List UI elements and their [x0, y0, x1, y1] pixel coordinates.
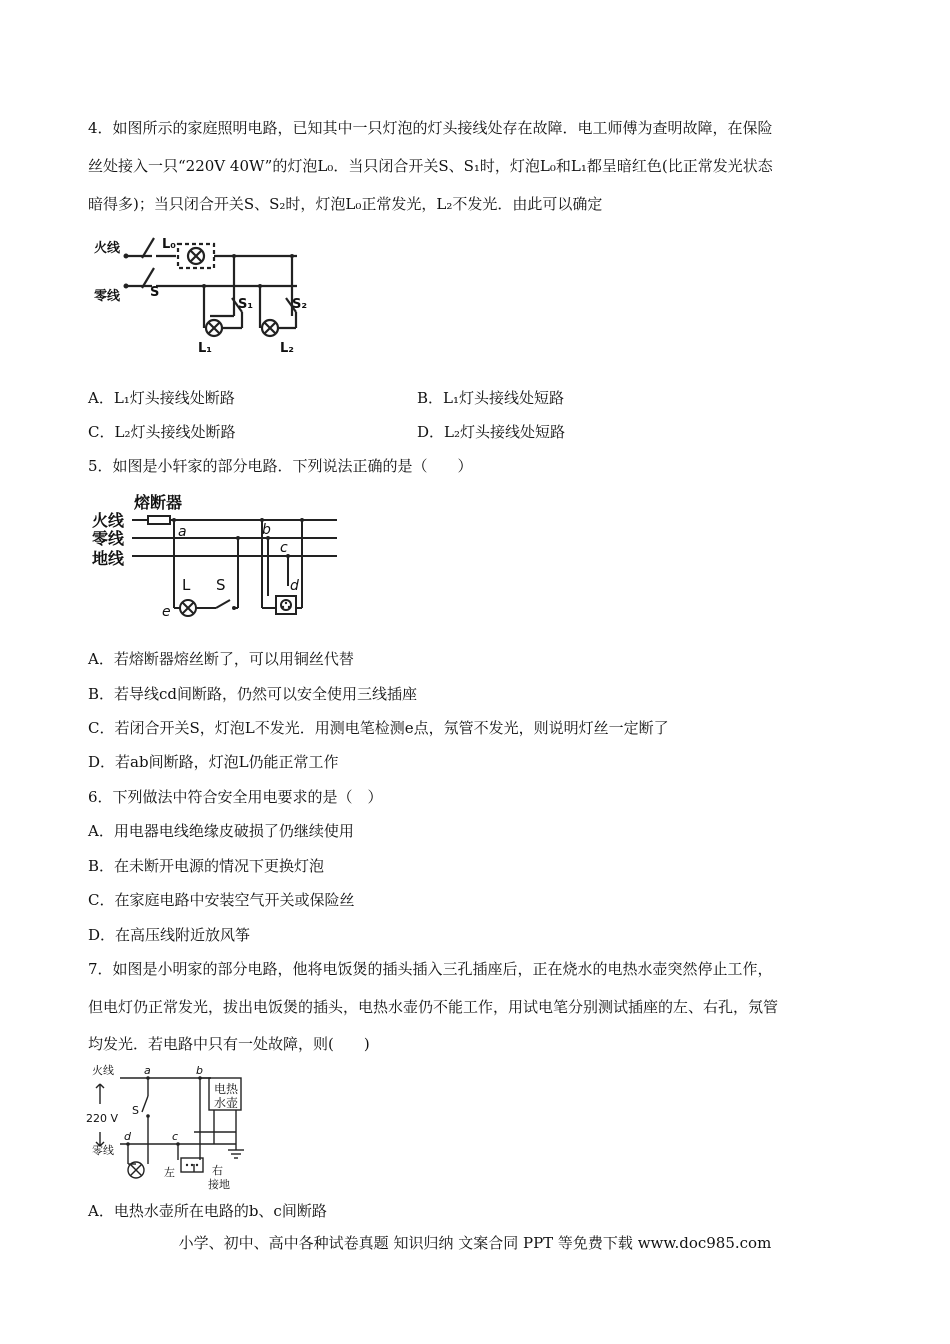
- q6-option-a: A．用电器电线绝缘皮破损了仍继续使用: [88, 822, 354, 840]
- q5-fig-lamp-l: L: [182, 576, 191, 594]
- q4-fig-s2-label: S₂: [292, 297, 308, 312]
- q5-option-b: B．若导线cd间断路，仍然可以安全使用三线插座: [88, 685, 418, 703]
- q4-fig-s1-label: S₁: [238, 297, 254, 312]
- q4-fig-l2-label: L₂: [280, 341, 294, 354]
- q7-fig-left-label: 左: [164, 1166, 175, 1179]
- q5-fig-ground-label: 地线: [92, 549, 125, 568]
- q5-fig-live-label: 火线: [92, 511, 125, 530]
- q4-option-c: C．L₂灯头接线处断路: [88, 423, 236, 441]
- q7-circuit-diagram: [86, 1064, 276, 1190]
- q4-stem-line-2: 丝处接入一只“220V 40W”的灯泡L₀．当只闭合开关S、S₁时，灯泡L₀和L₁都呈暗红色(比正常发光状态: [88, 157, 773, 175]
- q4-fig-l0-label: L₀: [162, 237, 176, 252]
- q7-stem-line-1: 7．如图是小明家的部分电路，他将电饭煲的插头插入三孔插座后，正在烧水的电热水壶突然停止工作，: [88, 960, 773, 978]
- q5-stem: 5．如图是小轩家的部分电路．下列说法正确的是（ ）: [88, 457, 473, 475]
- q7-fig-point-a: a: [144, 1064, 151, 1077]
- q7-fig-live-label: 火线: [92, 1064, 114, 1077]
- q5-fig-switch-s: S: [216, 576, 226, 594]
- q7-stem-line-2: 但电灯仍正常发光，拔出电饭煲的插头，电热水壶仍不能工作，用试电笔分别测试插座的左、右孔，氖管: [88, 998, 779, 1016]
- q7-fig-kettle-line1: 电热: [214, 1082, 239, 1096]
- q5-option-c: C．若闭合开关S，灯泡L不发光．用测电笔检测e点，氖管不发光，则说明灯丝一定断了: [88, 719, 669, 737]
- q5-fig-point-c: c: [280, 540, 288, 556]
- q4-fig-switch-s: S: [150, 285, 160, 300]
- q5-fig-point-a: a: [178, 524, 187, 540]
- q4-option-a: A．L₁灯头接线处断路: [88, 389, 235, 407]
- q6-option-d: D．在高压线附近放风筝: [88, 926, 251, 944]
- q7-stem-line-3: 均发光．若电路中只有一处故障，则( ): [88, 1035, 370, 1053]
- q4-fig-live-label: 火线: [94, 241, 121, 256]
- q7-option-a: A．电热水壶所在电路的b、c间断路: [88, 1202, 327, 1220]
- q5-fig-neutral-label: 零线: [92, 529, 125, 548]
- q5-fig-point-b: b: [262, 522, 271, 538]
- q7-fig-voltage-label: 220 V: [86, 1112, 119, 1125]
- q4-option-b: B．L₁灯头接线处短路: [417, 389, 564, 407]
- q7-fig-point-c: c: [172, 1130, 179, 1143]
- q4-fig-l1-label: L₁: [198, 341, 212, 354]
- q5-fig-point-e: e: [162, 604, 171, 618]
- q7-fig-kettle-line2: 水壶: [214, 1096, 239, 1110]
- q5-circuit-diagram: [92, 490, 342, 618]
- q5-fig-point-d: d: [290, 578, 299, 594]
- page-footer: 小学、初中、高中各种试卷真题 知识归纳 文案合同 PPT 等免费下载 www.doc985.com: [178, 1234, 772, 1252]
- q4-fig-neutral-label: 零线: [94, 289, 121, 304]
- q6-option-b: B．在未断开电源的情况下更换灯泡: [88, 857, 325, 875]
- q7-fig-point-d: d: [124, 1130, 131, 1143]
- q5-option-d: D．若ab间断路，灯泡L仍能正常工作: [88, 753, 339, 771]
- q6-stem: 6．下列做法中符合安全用电要求的是（ ）: [88, 788, 383, 806]
- q6-option-c: C．在家庭电路中安装空气开关或保险丝: [88, 891, 355, 909]
- q4-stem-line-1: 4．如图所示的家庭照明电路，已知其中一只灯泡的灯头接线处存在故障．电工师傅为查明故障，在保险: [88, 119, 773, 137]
- q7-fig-switch-s: S: [132, 1104, 139, 1117]
- q4-stem-line-3: 暗得多)；当只闭合开关S、S₂时，灯泡L₀正常发光，L₂不发光．由此可以确定: [88, 195, 603, 213]
- q4-option-d: D．L₂灯头接线处短路: [417, 423, 566, 441]
- q7-fig-ground-label: 接地: [208, 1178, 230, 1190]
- q5-fig-fuse-label: 熔断器: [134, 493, 183, 512]
- q7-fig-right-label: 右: [212, 1164, 223, 1177]
- q7-fig-neutral-label: 零线: [92, 1144, 114, 1157]
- q4-circuit-diagram: [92, 228, 312, 354]
- q7-fig-point-b: b: [196, 1064, 203, 1077]
- q5-option-a: A．若熔断器熔丝断了，可以用铜丝代替: [88, 650, 354, 668]
